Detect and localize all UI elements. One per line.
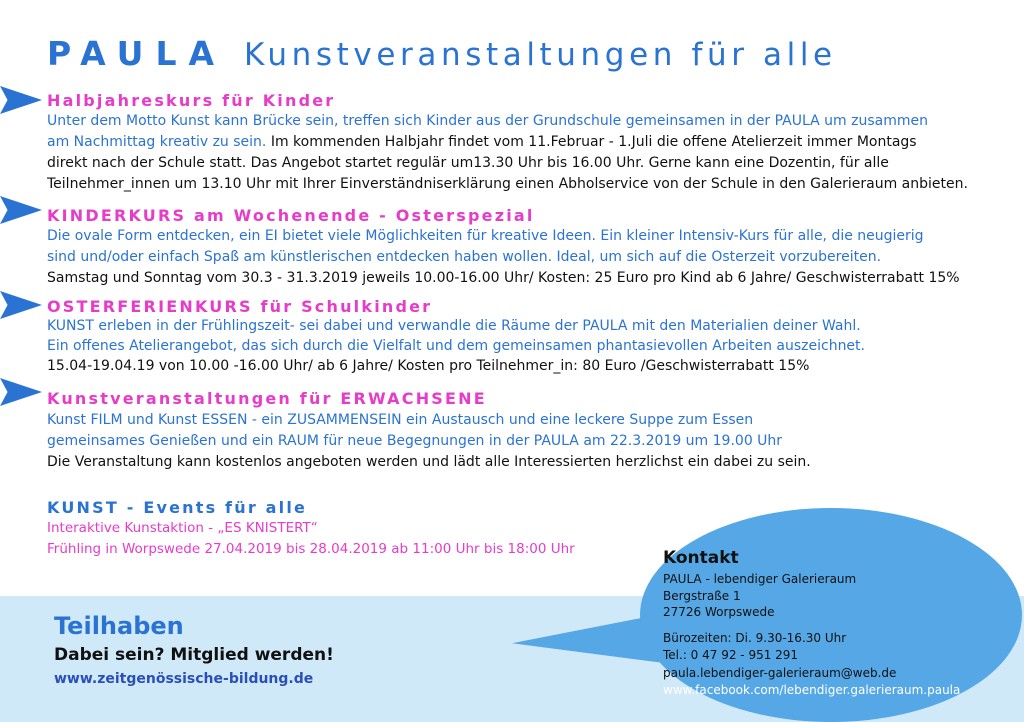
section-body-osterferien xyxy=(47,316,865,376)
text-line: 15.04-19.04.19 von 10.00 -16.00 Uhr/ ab 6 Jahre/ Kosten pro Teilnehmer_in: 80 Euro /Geschwisterrabatt 15% xyxy=(47,358,810,374)
text-line: Teilnehmer_innen um 13.10 Uhr mit Ihrer Einverständniserklärung einen Abholservice von der Schule in den Galerieraum anbieten. xyxy=(47,176,968,192)
section-heading-kinder: Halbjahreskurs für Kinder xyxy=(47,91,336,110)
contact-name: PAULA - lebendiger Galerieraum xyxy=(663,572,857,586)
section-heading-osterferien: OSTERFERIENKURS für Schulkinder xyxy=(47,297,433,316)
contact-hours: Bürozeiten: Di. 9.30-16.30 Uhr xyxy=(663,631,847,645)
arrow-marker-3-icon xyxy=(0,291,42,319)
teilhaben-heading: Teilhaben xyxy=(54,612,184,640)
website-link[interactable]: www.zeitgenössische-bildung.de xyxy=(54,671,314,687)
text-line: KUNST erleben in der Frühlingszeit- sei dabei und verwandle die Räume der PAULA mit den Materialien deiner Wahl. xyxy=(47,318,861,334)
brand-name: PAULA xyxy=(47,34,227,73)
events-line-2: Frühling in Worpswede 27.04.2019 bis 28.04.2019 ab 11:00 Uhr bis 18:00 Uhr xyxy=(47,541,575,557)
section-heading-kinderkurs: KINDERKURS am Wochenende - Osterspezial xyxy=(47,206,535,225)
text-line: Die ovale Form entdecken, ein EI bietet viele Möglichkeiten für kreative Ideen. Ein kleiner Intensiv-Kurs für alle, die neugierig xyxy=(47,228,924,244)
teilhaben-subheading: Dabei sein? Mitglied werden! xyxy=(54,645,334,665)
text-line: Ein offenes Atelierangebot, das sich durch die Vielfalt und dem gemeinsamen phantasievollen Arbeiten auszeichnet. xyxy=(47,338,865,354)
text-line: Die Veranstaltung kann kostenlos angeboten werden und lädt alle Interessierten herzlichst ein dabei zu sein. xyxy=(47,454,811,470)
contact-facebook-link[interactable]: www.facebook.com/lebendiger.galerieraum.paula xyxy=(663,683,961,697)
page-title xyxy=(47,34,837,73)
text-line: Kunst FILM und Kunst ESSEN - ein ZUSAMMENSEIN ein Austausch und eine leckere Suppe zum Essen xyxy=(47,412,754,428)
text-line: Unter dem Motto Kunst kann Brücke sein, treffen sich Kinder aus der Grundschule gemeinsamen in der PAULA um zusammen xyxy=(47,113,928,129)
text-line: gemeinsames Genießen und ein RAUM für neue Begegnungen in der PAULA am 22.3.2019 um 19.00 Uhr xyxy=(47,433,783,449)
contact-phone: Tel.: 0 47 92 - 951 291 xyxy=(663,648,799,662)
arrow-marker-2-icon xyxy=(0,196,42,224)
title-text: Kunstveranstaltungen für alle xyxy=(244,37,837,73)
section-body-kinder xyxy=(47,111,968,195)
arrow-marker-1-icon xyxy=(0,86,42,114)
text-line: am Nachmittag kreativ zu sein. Im kommenden Halbjahr findet vom 11.Februar - 1.Juli die offene Atelierzeit immer Montags xyxy=(47,134,917,150)
events-body xyxy=(47,518,575,560)
text-line: Samstag und Sonntag vom 30.3 - 31.3.2019 jeweils 10.00-16.00 Uhr/ Kosten: 25 Euro pro Kind ab 6 Jahre/ Geschwisterrabatt 15% xyxy=(47,270,960,286)
events-line-1: Interaktive Kunstaktion - „ES KNISTERT“ xyxy=(47,520,318,536)
text-line: direkt nach der Schule statt. Das Angebot startet regulär um13.30 Uhr bis 16.00 Uhr. Gerne kann eine Dozentin, für alle xyxy=(47,155,889,171)
arrow-marker-4-icon xyxy=(0,378,42,406)
contact-heading: Kontakt xyxy=(663,548,739,568)
text-line: sind und/oder einfach Spaß am künstlerischen entdecken haben wollen. Ideal, um sich auf die Osterzeit vorzubereiten. xyxy=(47,249,882,265)
events-heading: KUNST - Events für alle xyxy=(47,498,308,517)
section-body-kinderkurs xyxy=(47,226,960,289)
contact-email[interactable]: paula.lebendiger-galerieraum@web.de xyxy=(663,666,897,680)
section-body-erwachsene xyxy=(47,410,811,473)
section-heading-erwachsene: Kunstveranstaltungen für ERWACHSENE xyxy=(47,389,487,408)
contact-street: Bergstraße 1 xyxy=(663,589,741,603)
contact-city: 27726 Worpswede xyxy=(663,605,775,619)
